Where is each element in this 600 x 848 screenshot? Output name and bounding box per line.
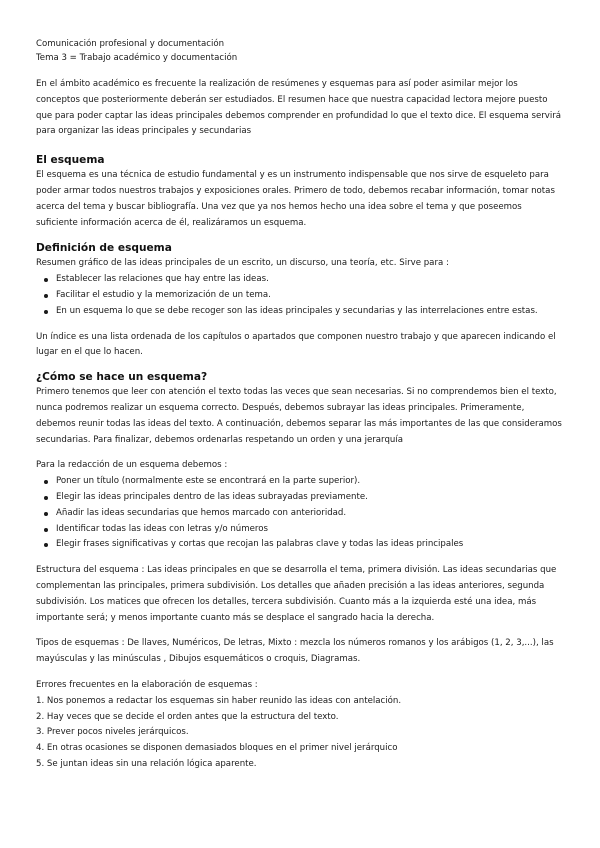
error-item: 5. Se juntan ideas sin una relación lógica aparente.: [36, 758, 257, 769]
course-title: Comunicación profesional y documentación: [36, 39, 225, 49]
indice-paragraph: Un índice es una lista ordenada de los capítulos o apartados que componen nuestro trabajo y que aparecen indicando el lugar en el que lo hacen.: [36, 331, 556, 358]
definicion-intro: Resumen gráfico de las ideas principales de un escrito, un discurso, una teoría, etc. Sirve para :: [36, 258, 449, 269]
error-item: 2. Hay veces que se decide el orden antes que la estructura del texto.: [36, 711, 339, 722]
list-item: Establecer las relaciones que hay entre las ideas.: [36, 272, 564, 288]
como-paragraph: Primero tenemos que leer con atención el texto todas las veces que sean necesarias. Si no comprendemos bien el texto, nunca podremos realizar un esquema correcto. Después, debemos subrayar las ideas principales. Primeramente, debemos reunir todas las ideas del texto. A continuación, debemos separar las más importantes de las que consideramos secundarias. Para finalizar, debemos ordenarlas respetando un orden y una jerarquía: [36, 387, 562, 445]
intro-paragraph: En el ámbito académico es frecuente la realización de resúmenes y esquemas para así poder asimilar mejor los conceptos que posteriormente deberán ser estudiados. El resumen hace que nuestra capacidad lectora mejore puesto que para poder captar las ideas principales debemos comprender en profundidad lo que el texto dice. El esquema servirá para organizar las ideas principales y secundarias: [36, 79, 562, 137]
redaccion-list: [36, 474, 564, 553]
heading-definicion: Definición de esquema: [36, 242, 172, 255]
definicion-list: [36, 272, 564, 319]
topic-title: Tema 3 = Trabajo académico y documentación: [36, 53, 238, 63]
list-item: Elegir frases significativas y cortas que recojan las palabras clave y todas las ideas principales: [36, 537, 564, 553]
list-item: Facilitar el estudio y la memorización de un tema.: [36, 288, 564, 304]
list-item: En un esquema lo que se debe recoger son las ideas principales y secundarias y las interrelaciones entre estas.: [36, 304, 564, 320]
el-esquema-paragraph: El esquema es una técnica de estudio fundamental y es un instrumento indispensable que nos sirve de esqueleto para poder armar todos nuestros trabajos y exposiciones orales. Primero de todo, debemos recabar información, tomar notas acerca del tema y buscar bibliografía. Una vez que ya nos hemos hecho una idea sobre el tema y que poseemos suficiente información acerca de él, realizáramos un esquema.: [36, 170, 555, 228]
list-item: Elegir las ideas principales dentro de las ideas subrayadas previamente.: [36, 490, 564, 506]
list-item: Identificar todas las ideas con letras y/o números: [36, 522, 564, 538]
errores-intro: Errores frecuentes en la elaboración de esquemas :: [36, 679, 258, 690]
tipos-paragraph: Tipos de esquemas : De llaves, Numéricos, De letras, Mixto : mezcla los números romanos y los arábigos (1, 2, 3,...), las mayúsculas y las minúsculas , Dibujos esquemáticos o croquis, Diagramas.: [36, 638, 554, 665]
heading-el-esquema: El esquema: [36, 154, 105, 167]
error-item: 4. En otras ocasiones se disponen demasiados bloques en el primer nivel jerárquico: [36, 743, 398, 754]
error-item: 1. Nos ponemos a redactar los esquemas sin haber reunido las ideas con antelación.: [36, 695, 402, 706]
estructura-paragraph: Estructura del esquema : Las ideas principales en que se desarrolla el tema, primera división. Las ideas secundarias que complementan las principales, primera subdivisión. Los detalles que añaden precisión a las ideas anteriores, segunda subdivisión. Los matices que ofrecen los detalles, tercera subdivisión. Cuanto más a la izquierda esté una idea, más importante será; y menos importante cuanto más se desplace el sangrado hacia la derecha.: [36, 565, 557, 623]
list-item: Poner un título (normalmente este se encontrará en la parte superior).: [36, 474, 564, 490]
list-item: Añadir las ideas secundarias que hemos marcado con anterioridad.: [36, 506, 564, 522]
error-item: 3. Prever pocos niveles jerárquicos.: [36, 727, 189, 738]
redaccion-intro: Para la redacción de un esquema debemos :: [36, 460, 228, 471]
heading-como: ¿Cómo se hace un esquema?: [36, 371, 208, 384]
